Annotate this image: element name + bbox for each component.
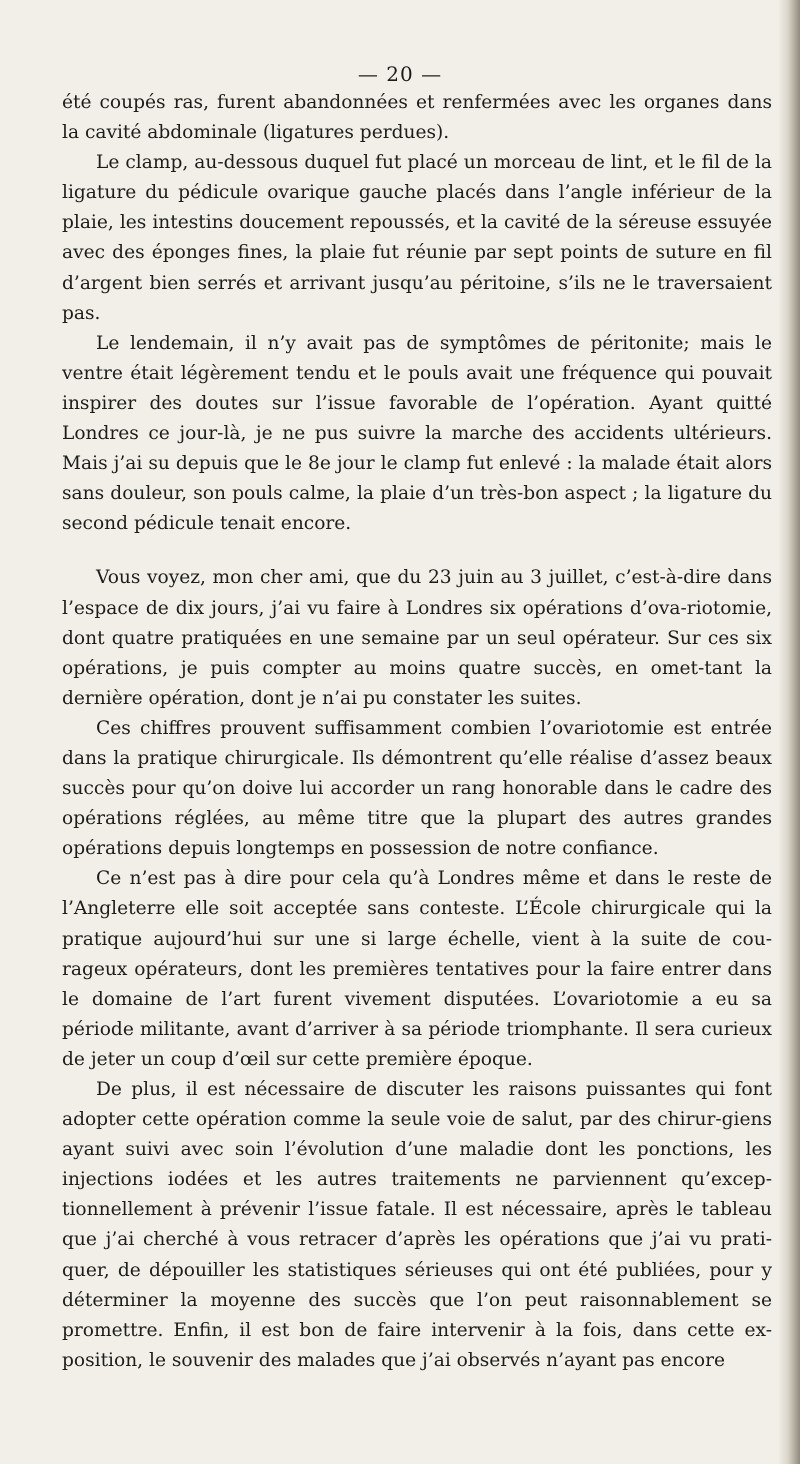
- paragraph-de-plus: De plus, il est nécessaire de discuter les raisons puissantes qui font adopter cette opération comme la seule voie de salut, par des chirur-giens ayant suivi avec soin l’évolution d’une maladie dont les ponctions, les injections iodées et les autres traitements ne parviennent qu’excep-tionnellement à prévenir l’issue fatale. Il est nécessaire, après le tableau que j’ai cherché à vous retracer d’après les opérations que j’ai vu prati-quer, de dépouiller les statistiques sérieuses qui ont été publiées, pour y déterminer la moyenne des succès que l’on peut raisonnablement se promettre. Enfin, il est bon de faire intervenir à la fois, dans cette ex-position, le souvenir des malades que j’ai observés n’ayant pas encore: [62, 1079, 772, 1371]
- paragraph-chiffres: Ces chiffres prouvent suffisamment combien l’ovariotomie est entrée dans la pratique chirurgicale. Ils démontrent qu’elle réalise d’assez beaux succès pour qu’on doive lui accorder un rang honorable dans le cadre des opérations réglées, au même titre que la plupart des autres grandes opérations depuis longtemps en possession de notre confiance.: [62, 717, 772, 860]
- body-text: [62, 88, 772, 1376]
- paragraph-lendemain: Le lendemain, il n’y avait pas de symptômes de péritonite; mais le ventre était légèrement tendu et le pouls avait une fréquence qui pouvait inspirer des doutes sur l’issue favorable de l’opération. Ayant quitté Londres ce jour-là, je ne pus suivre la marche des accidents ultérieurs. Mais j’ai su depuis que le 8e jour le clamp fut enlevé : la malade était alors sans douleur, son pouls calme, la plaie d’un très-bon aspect ; la ligature du second pédicule tenait encore.: [62, 332, 772, 535]
- paragraph-continuation: été coupés ras, furent abandonnées et renfermées avec les organes dans la cavité abdominale (ligatures perdues).: [62, 92, 772, 144]
- paragraph-angleterre: Ce n’est pas à dire pour cela qu’à Londres même et dans le reste de l’Angleterre elle soit acceptée sans conteste. L’École chirurgicale qui la pratique aujourd’hui sur une si large échelle, vient à la suite de cou-rageux opérateurs, dont les premières tentatives pour la faire entrer dans le domaine de l’art furent vivement disputées. L’ovariotomie a eu sa période militante, avant d’arriver à sa période triomphante. Il sera curieux de jeter un coup d’œil sur cette première époque.: [62, 868, 772, 1070]
- paragraph-vous-voyez: Vous voyez, mon cher ami, que du 23 juin au 3 juillet, c’est-à-dire dans l’espace de dix jours, j’ai vu faire à Londres six opérations d’ova-riotomie, dont quatre pratiquées en une semaine par un seul opérateur. Sur ces six opérations, je puis compter au moins quatre succès, en omet-tant la dernière opération, dont je n’ai pu constater les suites.: [62, 567, 772, 709]
- page-number: — 20 —: [357, 62, 443, 86]
- paragraph-clamp: Le clamp, au-dessous duquel fut placé un morceau de lint, et le fil de la ligature du pédicule ovarique gauche placés dans l’angle inférieur de la plaie, les intestins doucement repoussés, et la cavité de la séreuse essuyée avec des éponges fines, la plaie fut réunie par sept points de suture en fil d’argent bien serrés et arrivant jusqu’au péritoine, s’ils ne le traversaient pas.: [62, 152, 772, 324]
- page-edge-shadow: [778, 0, 800, 1464]
